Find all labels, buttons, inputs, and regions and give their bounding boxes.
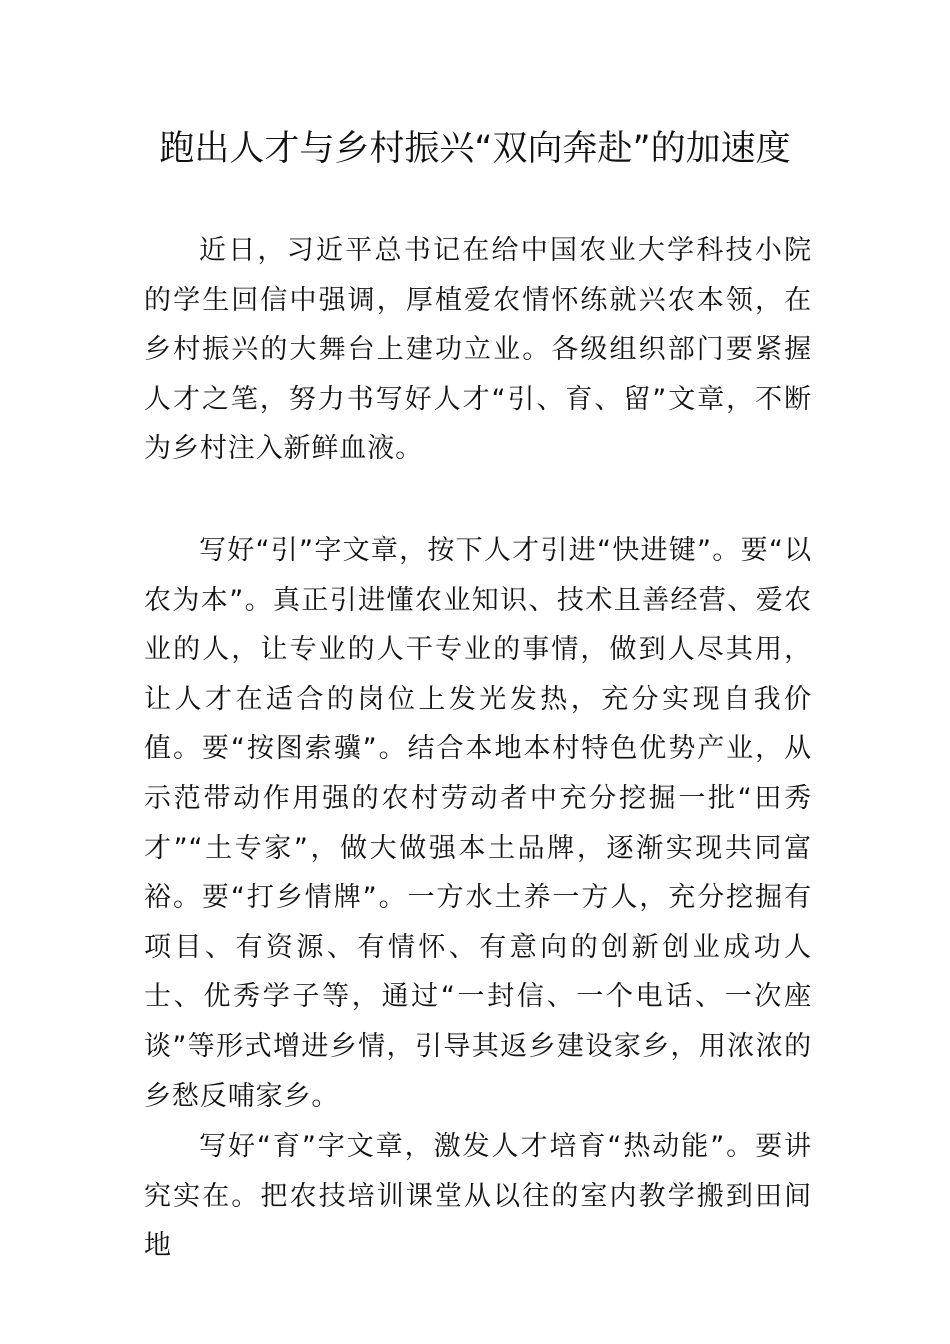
body-paragraph: 写好“引”字文章，按下人才引进“快进键”。要“以农为本”。真正引进懂农业知识、技术且善经营、爱农业的人，让专业的人干专业的事情，做到人尽其用，让人才在适合的岗位上发光发热，充分实现自我价值。要“按图索骥”。结合本地本村特色优势产业，从示范带动作用强的农村劳动者中充分挖掘一批“田秀才”“土专家”，做大做强本土品牌，逐渐实现共同富裕。要“打乡情牌”。一方水土养一方人，充分挖掘有项目、有资源、有情怀、有意向的创新创业成功人士、优秀学子等，通过“一封信、一个电话、一次座谈”等形式增进乡情，引导其返乡建设家乡，用浓浓的乡愁反哺家乡。	[144, 535, 812, 1112]
document-title: 跑出人才与乡村振兴“双向奔赴”的加速度	[159, 129, 791, 169]
body-paragraph: 近日，习近平总书记在给中国农业大学科技小院的学生回信中强调，厚植爱农情怀练就兴农本领，在乡村振兴的大舞台上建功立业。各级组织部门要紧握人才之笔，努力书写好人才“引、育、留”文章，不断为乡村注入新鲜血液。	[144, 235, 812, 465]
body-paragraph: 写好“育”字文章，激发人才培育“热动能”。要讲究实在。把农技培训课堂从以往的室内教学搬到田间地	[144, 1131, 812, 1262]
